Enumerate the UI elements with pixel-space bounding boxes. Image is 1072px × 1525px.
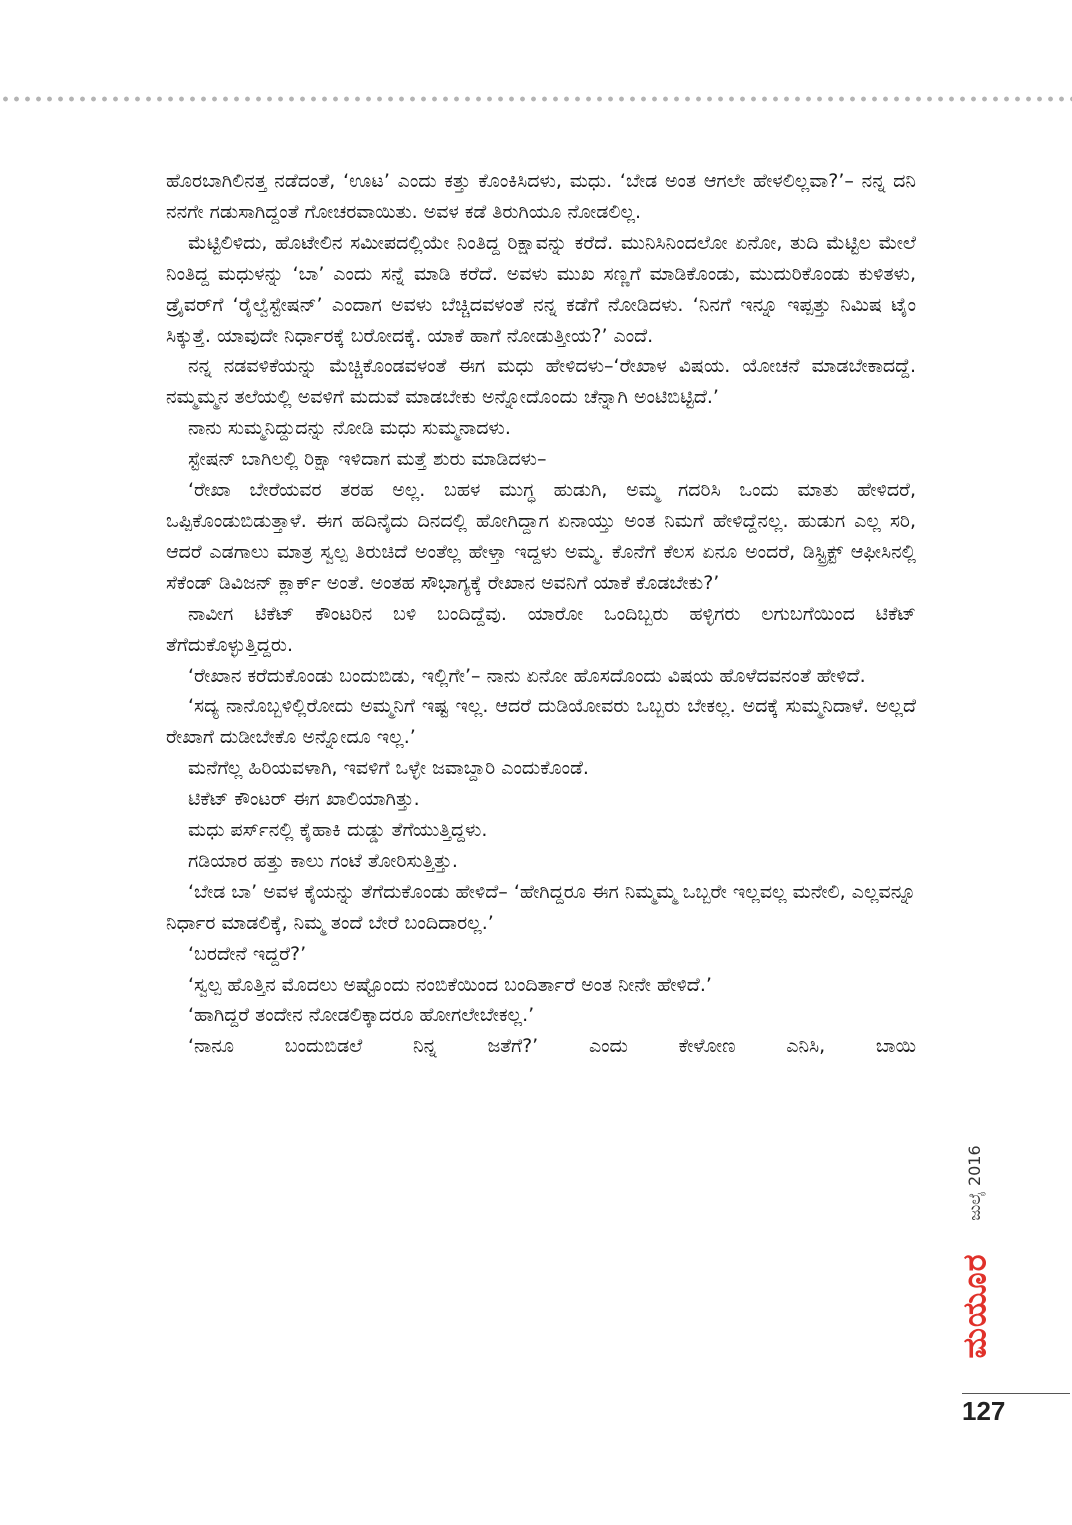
paragraph: ‘ಬರದೇನೆ ಇದ್ದರೆ?’ [188,942,307,965]
paragraph: ಮೆಟ್ಟಿಲಿಳಿದು, ಹೊಟೇಲಿನ ಸಮೀಪದಲ್ಲಿಯೇ ನಿಂತಿದ್ದ ರಿಕ್ಷಾವನ್ನು ಕರೆದೆ. ಮುನಿಸಿನಿಂದಲೋ ಏನೋ, ತುದಿ ಮೆಟ್ಟಿಲ ಮೇಲೆ ನಿಂತಿದ್ದ ಮಧುಳನ್ನು ‘ಬಾ’ ಎಂದು ಸನ್ನೆ ಮಾಡಿ ಕರೆದೆ. ಅವಳು ಮುಖ ಸಣ್ಣಗೆ ಮಾಡಿಕೊಂಡು, ಮುದುರಿಕೊಂಡು ಕುಳಿತಳು, ಡ್ರೈವರ್‌ಗೆ ‘ರೈಲ್ವೆಸ್ಟೇಷನ್’ ಎಂದಾಗ ಅವಳು ಬೆಚ್ಚಿದವಳಂತೆ ನನ್ನ ಕಡೆಗೆ ನೋಡಿದಳು. ‘ನಿನಗೆ ಇನ್ನೂ ಇಪ್ಪತ್ತು ನಿಮಿಷ ಟೈಂ ಸಿಕ್ಕುತ್ತೆ. ಯಾವುದೇ ನಿರ್ಧಾರಕ್ಕೆ ಬರೋದಕ್ಕೆ. ಯಾಕೆ ಹಾಗೆ ನೋಡುತ್ತೀಯ?’ ಎಂದೆ. [166,231,916,347]
article-body [166,166,916,1062]
paragraph: ನಾನು ಸುಮ್ಮನಿದ್ದುದನ್ನು ನೋಡಿ ಮಧು ಸುಮ್ಮನಾದಳು. [188,417,511,440]
paragraph: ನಾವೀಗ ಟಿಕೆಟ್ ಕೌಂಟರಿನ ಬಳಿ ಬಂದಿದ್ದೆವು. ಯಾರೋ ಒಂದಿಬ್ಬರು ಹಳ್ಳಿಗರು ಲಗುಬಗೆಯಿಂದ ಟಿಕೆಟ್ ತೆಗೆದುಕೊಳ್ಳುತ್ತಿದ್ದರು. [166,602,916,656]
paragraph: ಹೊರಬಾಗಿಲಿನತ್ತ ನಡೆದಂತೆ, ‘ಊಟ’ ಎಂದು ಕತ್ತು ಕೊಂಕಿಸಿದಳು, ಮಧು. ‘ಬೇಡ ಅಂತ ಆಗಲೇ ಹೇಳಲಿಲ್ಲವಾ?’– ನನ್ನ ದನಿ ನನಗೇ ಗಡುಸಾಗಿದ್ದಂತೆ ಗೋಚರವಾಯಿತು. ಅವಳ ಕಡೆ ತಿರುಗಿಯೂ ನೋಡಲಿಲ್ಲ. [166,170,916,223]
issue-date-label: ಜುಲೈ 2016 [965,1145,984,1221]
magazine-logo [945,1238,1005,1373]
paragraph: ‘ಬೇಡ ಬಾ’ ಅವಳ ಕೈಯನ್ನು ತೆಗೆದುಕೊಂಡು ಹೇಳಿದೆ– ‘ಹೇಗಿದ್ದರೂ ಈಗ ನಿಮ್ಮಮ್ಮ ಒಬ್ಬರೇ ಇಲ್ಲವಲ್ಲ ಮನೇಲಿ, ಎಲ್ಲವನ್ನೂ ನಿರ್ಧಾರ ಮಾಡಲಿಕ್ಕೆ, ನಿಮ್ಮ ತಂದೆ ಬೇರೆ ಬಂದಿದಾರಲ್ಲ.’ [166,880,916,934]
paragraph: ಮನೆಗೆಲ್ಲ ಹಿರಿಯವಳಾಗಿ, ಇವಳಿಗೆ ಒಳ್ಳೇ ಜವಾಬ್ದಾರಿ ಎಂದುಕೊಂಡೆ. [188,757,589,780]
paragraph: ಟಿಕೆಟ್ ಕೌಂಟರ್ ಈಗ ಖಾಲಿಯಾಗಿತ್ತು. [188,788,420,811]
paragraph: ‘ಸ್ವಲ್ಪ ಹೊತ್ತಿನ ಮೊದಲು ಅಷ್ಟೊಂದು ನಂಬಿಕೆಯಿಂದ ಬಂದಿರ್ತಾರೆ ಅಂತ ನೀನೇ ಹೇಳಿದೆ.’ [188,973,712,996]
paragraph: ಗಡಿಯಾರ ಹತ್ತು ಕಾಲು ಗಂಟೆ ತೋರಿಸುತ್ತಿತ್ತು. [188,849,458,872]
paragraph: ‘ನಾನೂ ಬಂದುಬಿಡಲೆ ನಿನ್ನ ಜತೆಗೆ?’ ಎಂದು ಕೇಳೋಣ ಎನಿಸಿ, ಬಾಯಿ [188,1035,916,1058]
page-number-rule [962,1393,1070,1394]
magazine-logo-text: ಮಯೂರ [955,1252,994,1359]
paragraph: ಮಧು ಪರ್ಸ್‌ನಲ್ಲಿ ಕೈಹಾಕಿ ದುಡ್ಡು ತೆಗೆಯುತ್ತಿದ್ದಳು. [188,819,488,842]
paragraph: ನನ್ನ ನಡವಳಿಕೆಯನ್ನು ಮೆಚ್ಚಿಕೊಂಡವಳಂತೆ ಈಗ ಮಧು ಹೇಳಿದಳು–‘ರೇಖಾಳ ವಿಷಯ. ಯೋಚನೆ ಮಾಡಬೇಕಾದದ್ದೆ. ನಮ್ಮಮ್ಮನ ತಲೆಯಲ್ಲಿ ಅವಳಿಗೆ ಮದುವೆ ಮಾಡಬೇಕು ಅನ್ನೋದೊಂದು ಚೆನ್ನಾಗಿ ಅಂಟಿಬಿಟ್ಟಿದೆ.’ [166,355,916,409]
paragraph: ‘ಹಾಗಿದ್ದರೆ ತಂದೇನ ನೋಡಲಿಕ್ಕಾದರೂ ಹೋಗಲೇಬೇಕಲ್ಲ.’ [188,1004,535,1027]
dotted-header-rule [0,95,1072,103]
paragraph: ‘ರೇಖಾ ಬೇರೆಯವರ ತರಹ ಅಲ್ಲ. ಬಹಳ ಮುಗ್ಧ ಹುಡುಗಿ, ಅಮ್ಮ ಗದರಿಸಿ ಒಂದು ಮಾತು ಹೇಳಿದರೆ, ಒಪ್ಪಿಕೊಂಡುಬಿಡುತ್ತಾಳೆ. ಈಗ ಹದಿನೈದು ದಿನದಲ್ಲಿ ಹೋಗಿದ್ದಾಗ ಏನಾಯ್ತು ಅಂತ ನಿಮಗೆ ಹೇಳಿದ್ದೆನಲ್ಲ. ಹುಡುಗ ಎಲ್ಲ ಸರಿ, ಆದರೆ ಎಡಗಾಲು ಮಾತ್ರ ಸ್ವಲ್ಪ ತಿರುಚಿದೆ ಅಂತೆಲ್ಲ ಹೇಳ್ತಾ ಇದ್ದಳು ಅಮ್ಮ. ಕೊನೆಗೆ ಕೆಲಸ ಏನೂ ಅಂದರೆ, ಡಿಸ್ಟ್ರಿಕ್ಟ್ ಆಫೀಸಿನಲ್ಲಿ ಸೆಕೆಂಡ್ ಡಿವಿಜನ್ ಕ್ಲಾರ್ಕ್ ಅಂತೆ. ಅಂತಹ ಸೌಭಾಗ್ಯಕ್ಕೆ ರೇಖಾನ ಅವನಿಗೆ ಯಾಕೆ ಕೊಡಬೇಕು?’ [166,479,916,594]
paragraph: ‘ರೇಖಾನ ಕರೆದುಕೊಂಡು ಬಂದುಬಿಡು, ಇಲ್ಲಿಗೇ’– ನಾನು ಏನೋ ಹೊಸದೊಂದು ವಿಷಯ ಹೊಳೆದವನಂತೆ ಹೇಳಿದೆ. [188,664,866,687]
paragraph: ‘ಸದ್ಯ ನಾನೊಬ್ಬಳಿಲ್ಲಿರೋದು ಅಮ್ಮನಿಗೆ ಇಷ್ಟ ಇಲ್ಲ. ಆದರೆ ದುಡಿಯೋವರು ಒಬ್ಬರು ಬೇಕಲ್ಲ. ಅದಕ್ಕೆ ಸುಮ್ಮನಿದಾಳೆ. ಅಲ್ಲದೆ ರೇಖಾಗೆ ದುಡೀಬೇಕೊ ಅನ್ನೋದೂ ಇಲ್ಲ.’ [166,695,916,749]
paragraph: ಸ್ಟೇಷನ್ ಬಾಗಿಲಲ್ಲಿ ರಿಕ್ಷಾ ಇಳಿದಾಗ ಮತ್ತೆ ಶುರು ಮಾಡಿದಳು– [188,448,547,471]
issue-date [945,1138,1005,1228]
page-number: 127 [962,1396,1006,1426]
